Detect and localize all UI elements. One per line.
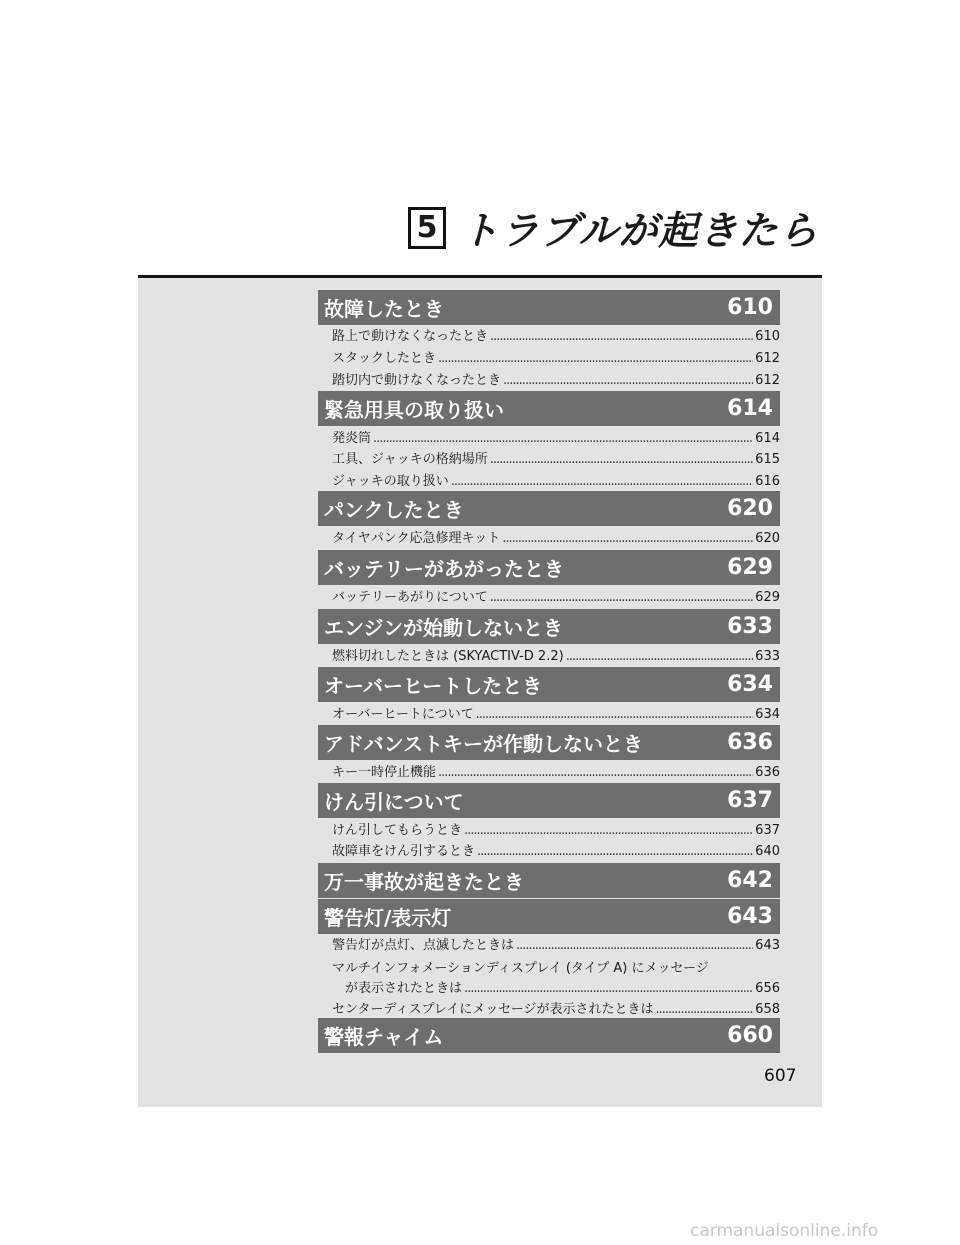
entry-title: 踏切内で動けなくなったとき	[332, 373, 502, 388]
entry-page: 629	[755, 590, 780, 605]
entry-title: 工具、ジャッキの格納場所	[332, 452, 488, 467]
toc-entry[interactable]	[332, 369, 780, 389]
toc-section-header[interactable]	[318, 667, 780, 702]
chapter-number-box: 5	[408, 207, 446, 249]
entry-title: スタックしたとき	[332, 351, 437, 366]
entry-page: 640	[755, 844, 780, 859]
toc-entry[interactable]	[332, 347, 780, 367]
dot-leader	[451, 474, 753, 490]
entry-page: 615	[755, 452, 780, 467]
entry-title: センターディスプレイにメッセージが表示されたときは	[332, 1002, 654, 1017]
toc-entry[interactable]	[332, 325, 780, 345]
toc-section-header[interactable]	[318, 899, 780, 934]
toc-entry[interactable]	[332, 998, 780, 1018]
dot-leader	[476, 707, 754, 723]
toc-entry[interactable]	[332, 586, 780, 606]
section-page: 660	[727, 1023, 773, 1048]
entry-page: 616	[755, 474, 780, 489]
dot-leader	[490, 452, 753, 468]
toc-entry[interactable]	[332, 470, 780, 490]
entry-page: 610	[755, 329, 780, 344]
toc-entry[interactable]	[332, 819, 780, 839]
toc-section-header[interactable]	[318, 290, 780, 325]
section-title: パンクしたとき	[324, 498, 464, 522]
section-page: 637	[727, 788, 773, 813]
toc-section-header[interactable]	[318, 391, 780, 426]
entry-page: 658	[755, 1002, 780, 1017]
dot-leader	[464, 981, 753, 997]
entry-page: 656	[755, 981, 780, 996]
dot-leader	[516, 938, 753, 954]
toc-section-header[interactable]	[318, 491, 780, 526]
toc-section-header[interactable]	[318, 783, 780, 818]
entry-title: 発炎筒	[332, 431, 372, 446]
section-title: 警報チャイム	[324, 1025, 444, 1049]
toc-section-header[interactable]	[318, 1018, 780, 1053]
toc-entry[interactable]	[332, 645, 780, 665]
section-title: けん引について	[324, 790, 464, 814]
page-number: 607	[764, 1066, 797, 1086]
chapter-title	[408, 200, 818, 256]
dot-leader	[490, 590, 753, 606]
section-title: エンジンが始動しないとき	[324, 616, 563, 640]
toc-entry[interactable]	[332, 527, 780, 547]
toc-entry[interactable]	[332, 448, 780, 468]
chapter-heading: トラブルが起きたら	[460, 209, 819, 254]
toc-entry[interactable]	[332, 427, 780, 447]
entry-title: タイヤパンク応急修理キット	[332, 531, 501, 546]
dot-leader	[490, 329, 753, 345]
entry-page: 636	[755, 765, 780, 780]
entry-page: 634	[755, 707, 780, 722]
section-page: 634	[727, 672, 773, 697]
entry-title: 路上で動けなくなったとき	[332, 329, 489, 344]
dot-leader	[656, 1002, 754, 1018]
entry-page: 637	[755, 823, 780, 838]
section-page: 614	[727, 396, 773, 421]
entry-page: 612	[755, 373, 780, 388]
dot-leader	[464, 823, 753, 839]
entry-page: 620	[755, 531, 780, 546]
section-title: 故障したとき	[324, 297, 444, 321]
section-title: 警告灯/表示灯	[324, 906, 452, 930]
toc-section-header[interactable]	[318, 863, 780, 898]
entry-title: 警告灯が点灯、点滅したときは	[332, 938, 515, 953]
section-title: 万一事故が起きたとき	[324, 870, 524, 894]
section-page: 636	[727, 730, 773, 755]
toc-entry[interactable]	[332, 703, 780, 723]
entry-title: ジャッキの取り扱い	[332, 474, 449, 489]
entry-title: けん引してもらうとき	[332, 823, 463, 838]
entry-page: 643	[755, 938, 780, 953]
section-page: 642	[727, 868, 773, 893]
section-page: 633	[727, 614, 773, 639]
entry-title: バッテリーあがりについて	[332, 590, 488, 605]
entry-title: オーバーヒートについて	[332, 707, 474, 722]
entry-page: 633	[755, 649, 780, 664]
dot-leader	[503, 373, 753, 389]
section-page: 610	[727, 295, 773, 320]
watermark: carmanualsonline.info	[690, 1221, 879, 1241]
dot-leader	[566, 649, 753, 665]
dot-leader	[438, 765, 753, 781]
section-page: 629	[727, 555, 773, 580]
entry-title: キー一時停止機能	[332, 765, 437, 780]
section-title: アドバンストキーが作動しないとき	[324, 732, 643, 756]
toc-entry[interactable]	[332, 761, 780, 781]
entry-title: マルチインフォメーションディスプレイ (タイプ A) にメッセージ	[332, 961, 709, 976]
toc-section-header[interactable]	[318, 725, 780, 760]
entry-title: 燃料切れしたときは (SKYACTIV-D 2.2)	[332, 649, 564, 664]
entry-title-continued: が表示されたときは	[345, 981, 463, 996]
dot-leader	[502, 531, 753, 547]
dot-leader	[373, 431, 753, 447]
entry-page: 612	[755, 351, 780, 366]
toc-entry[interactable]	[332, 934, 780, 954]
toc-section-header[interactable]	[318, 550, 780, 585]
section-title: バッテリーがあがったとき	[324, 557, 564, 581]
dot-leader	[438, 351, 753, 367]
toc-entry[interactable]	[332, 957, 780, 997]
section-title: 緊急用具の取り扱い	[324, 398, 504, 422]
entry-page: 614	[755, 431, 780, 446]
section-page: 620	[727, 496, 773, 521]
toc-section-header[interactable]	[318, 609, 780, 644]
entry-title: 故障車をけん引するとき	[332, 844, 476, 859]
dot-leader	[477, 844, 753, 860]
section-title: オーバーヒートしたとき	[324, 674, 543, 698]
section-page: 643	[727, 904, 773, 929]
toc-entry[interactable]	[332, 840, 780, 860]
